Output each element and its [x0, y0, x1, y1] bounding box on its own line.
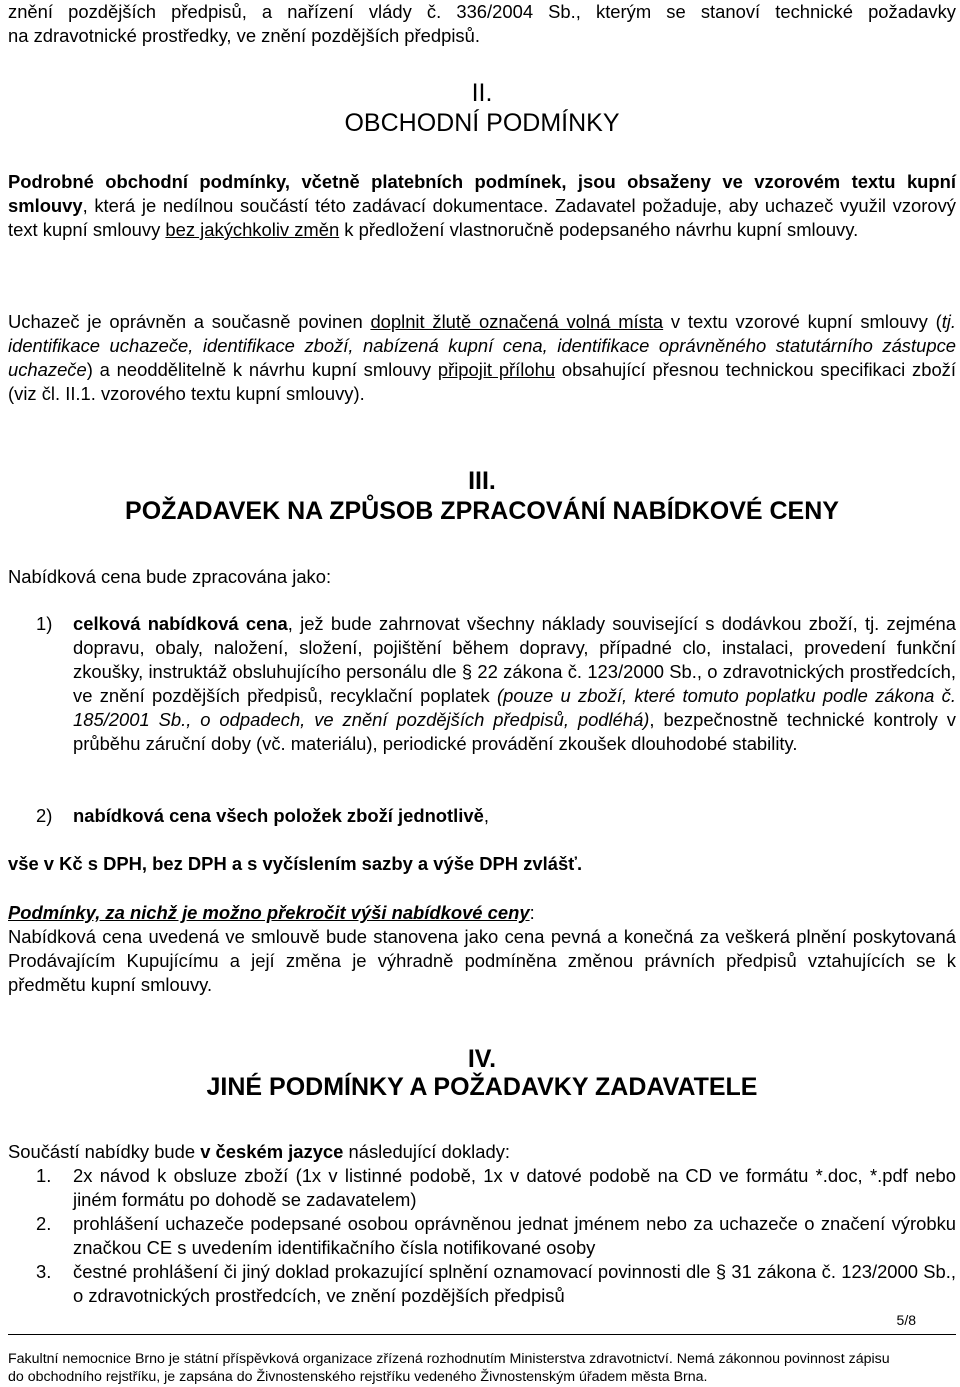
- document-item-3-number: 3.: [36, 1261, 52, 1282]
- section-2-p1-text-b: k předložení vlastnoručně podepsaného návrhu kupní smlouvy.: [339, 219, 859, 240]
- intro-line-1: znění pozdějších předpisů, a nařízení vlády č. 336/2004 Sb., kterým se stanoví technické požadavky: [8, 1, 956, 22]
- price-item-1-bold: celková nabídková cena: [73, 613, 288, 634]
- document-item-1-text: 2x návod k obsluze zboží (1x v listinné podobě, 1x v datové podobě na CD ve formátu *.doc, *.pdf nebo jiném formátu po dohodě se zadavatelem): [73, 1165, 956, 1210]
- section-4-title: JINÉ PODMÍNKY A POŽADAVKY ZADAVATELE: [206, 1073, 758, 1101]
- document-item-1: [8, 1164, 956, 1212]
- price-conditions-heading: Podmínky, za nichž je možno překročit výši nabídkové ceny: [8, 902, 530, 923]
- footer-line-1: Fakultní nemocnice Brno je státní příspěvková organizace zřízená rozhodnutím Ministerstva zdravotnictví. Nemá zákonnou povinnost zápisu: [8, 1351, 890, 1367]
- footer: [8, 1350, 956, 1386]
- section-2-title: OBCHODNÍ PODMÍNKY: [344, 109, 620, 137]
- section-2-number: II.: [471, 79, 493, 107]
- document-item-3-text: čestné prohlášení či jiný doklad prokazující splnění oznamovací povinnosti dle § 31 zákona č. 123/2000 Sb., o zdravotnických prostředcích, ve znění pozdějších předpisů: [73, 1261, 956, 1306]
- page-number: 5/8: [896, 1312, 916, 1328]
- document-item-2: [8, 1212, 956, 1260]
- section-4-intro: [8, 1140, 956, 1164]
- section-3-number: III.: [468, 467, 496, 495]
- intro-paragraph: [8, 0, 956, 48]
- vat-statement: vše v Kč s DPH, bez DPH a s vyčíslením sazby a výše DPH zvlášť.: [8, 853, 583, 874]
- document-item-2-number: 2.: [36, 1213, 52, 1234]
- price-item-1-text-b: , bezpečnostně technické kontroly v průběhu záruční doby (vč. materiálu), periodické provádění zkoušek dlouhodobé stability.: [73, 709, 956, 754]
- section-3-intro: Nabídková cena bude zpracována jako:: [8, 566, 332, 587]
- section-2-paragraph-1: [8, 170, 956, 242]
- section-2-p2-text-b: v textu vzorové kupní smlouvy (: [663, 311, 942, 332]
- section-2-p2-underline-1: doplnit žlutě označená volná místa: [370, 311, 664, 332]
- section-4-intro-a: Součástí nabídky bude: [8, 1141, 201, 1162]
- price-item-2-bold: nabídková cena všech položek zboží jednotlivě: [73, 805, 484, 826]
- document-item-3: [8, 1260, 956, 1308]
- section-2-p2-italic: tj. identifikace uchazeče, identifikace zboží, nabízená kupní cena, identifikace oprávněného statutárního zástupce uchazeče: [8, 311, 956, 380]
- section-2-p1-underline: bez jakýchkoliv změn: [165, 219, 340, 240]
- section-4-intro-bold: v českém jazyce: [200, 1141, 344, 1162]
- price-item-1: [8, 612, 956, 756]
- document-item-1-number: 1.: [36, 1165, 52, 1186]
- section-2-paragraph-2: [8, 310, 956, 406]
- section-4-intro-b: následující doklady:: [343, 1141, 511, 1162]
- price-item-1-number: 1): [36, 613, 53, 634]
- section-2-p1-bold: Podrobné obchodní podmínky, včetně platebních podmínek, jsou obsaženy ve vzorovém textu kupní smlouvy: [8, 171, 956, 216]
- price-item-2-number: 2): [36, 805, 53, 826]
- document-page: [8, 0, 956, 1387]
- price-item-1-text: [73, 612, 956, 756]
- price-conditions: [8, 901, 956, 997]
- price-item-2-rest: ,: [483, 805, 489, 826]
- document-item-2-text: prohlášení uchazeče podepsané osobou oprávněnou jednat jménem nebo za uchazeče o značení výrobku značkou CE s uvedením identifikačního čísla notifikované osoby: [73, 1213, 956, 1258]
- section-2-p1-text-a: , která je nedílnou součástí této zadávací dokumentace. Zadavatel požaduje, aby uchazeč využil vzorový text kupní smlouvy: [8, 195, 956, 240]
- price-item-1-text-a: , jež bude zahrnovat všechny náklady související s dodávkou zboží, tj. zejména dopravu, obaly, naložení, složení, pojištění během dopravy, případné clo, instalaci, provedení funkční zkoušky, instruktáž obsluhujícího personálu dle § 22 zákona č. 123/2000 Sb., o zdravotnických prostředcích, ve znění pozdějších předpisů, recyklační poplatek: [73, 613, 957, 706]
- price-conditions-colon: :: [529, 902, 535, 923]
- section-2-p2-text-c: ) a neoddělitelně k návrhu kupní smlouvy: [86, 359, 438, 380]
- price-item-1-italic: (pouze u zboží, které tomuto poplatku podle zákona č. 185/2001 Sb., o odpadech, ve znění pozdějších předpisů, podléhá): [73, 685, 956, 730]
- section-4-number: IV.: [467, 1045, 497, 1073]
- footer-line-2: do obchodního rejstříku, je zapsána do Živnostenského rejstříku vedeného Živnostenským úřadem města Brna.: [8, 1369, 708, 1385]
- price-item-2: [8, 804, 956, 828]
- section-2-p2-text-a: Uchazeč je oprávněn a současně povinen: [8, 311, 371, 332]
- section-3-title: POŽADAVEK NA ZPŮSOB ZPRACOVÁNÍ NABÍDKOVÉ CENY: [125, 497, 839, 525]
- footer-divider: [8, 1334, 956, 1335]
- price-conditions-text: Nabídková cena uvedená ve smlouvě bude stanovena jako cena pevná a konečná za veškerá plnění poskytovaná Prodávajícím Kupujícímu a její změna je výhradně podmíněna změnou právních předpisů vztahujících se k předmětu kupní smlouvy.: [8, 926, 956, 995]
- section-2-p2-underline-2: připojit přílohu: [437, 359, 556, 380]
- price-item-2-text: [73, 804, 956, 828]
- intro-line-2: na zdravotnické prostředky, ve znění pozdějších předpisů.: [8, 25, 480, 46]
- section-2-p2-text-d: obsahující přesnou technickou specifikaci zboží (viz čl. II.1. vzorového textu kupní smlouvy).: [8, 359, 956, 404]
